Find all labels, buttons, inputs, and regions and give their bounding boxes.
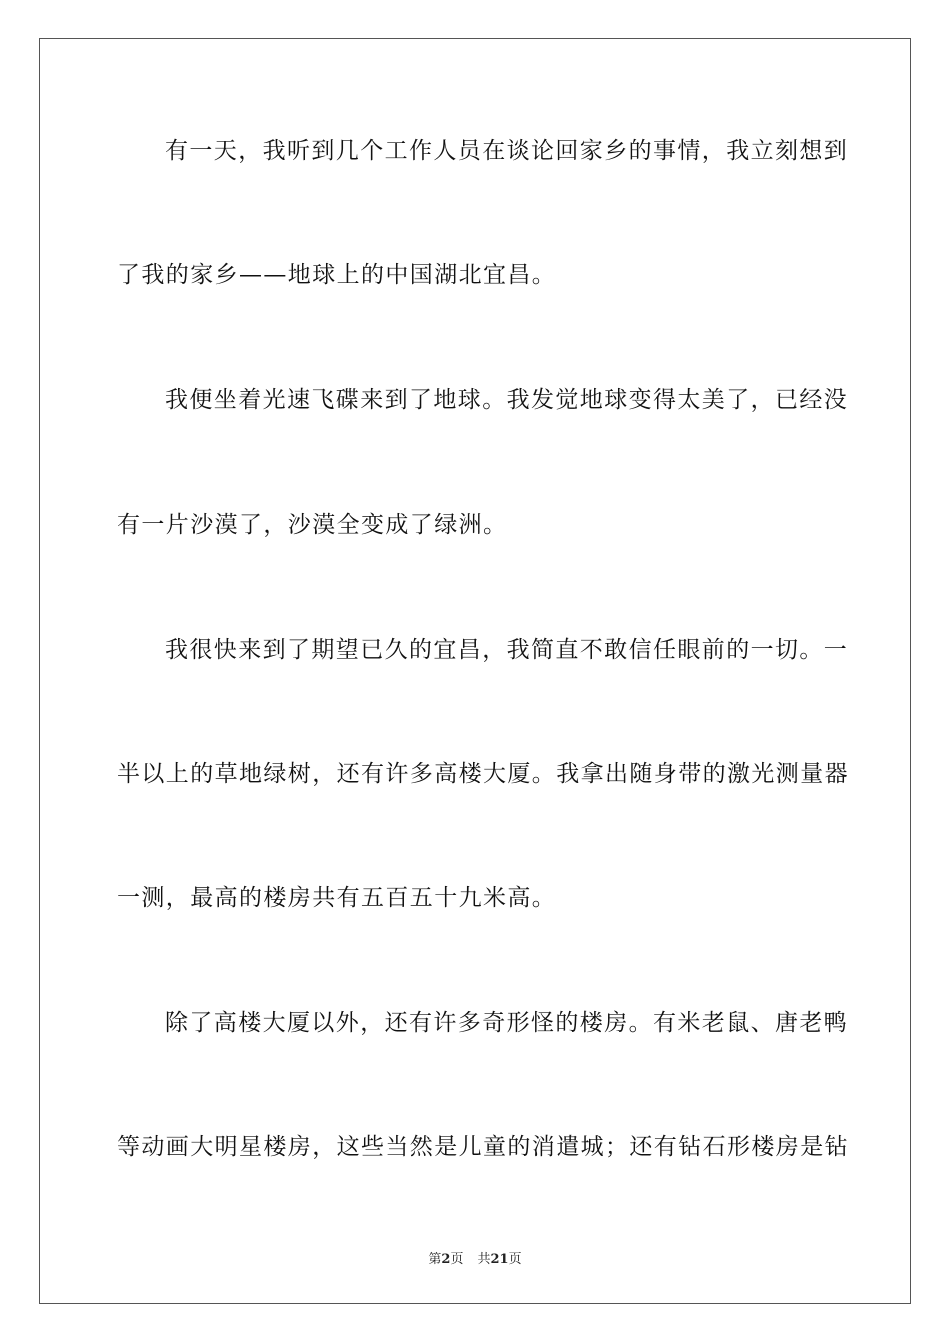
paragraph-3-line-2: 半以上的草地绿树，还有许多高楼大厦。我拿出随身带的激光测量器 [117, 761, 849, 787]
paragraph-4-line-1: 除了高楼大厦以外，还有许多奇形怪的楼房。有米老鼠、唐老鸭 [165, 1010, 849, 1036]
page-border [39, 38, 911, 1304]
paragraph-1-line-1: 有一天，我听到几个工作人员在谈论回家乡的事情，我立刻想到 [165, 138, 849, 164]
total-suffix: 页 [508, 1252, 522, 1267]
total-prefix: 共 [477, 1252, 491, 1267]
page-footer [0, 1248, 950, 1267]
total-pages: 21 [490, 1252, 509, 1267]
paragraph-3-line-3: 一测，最高的楼房共有五百五十九米高。 [117, 885, 557, 911]
paragraph-2-line-2: 有一片沙漠了，沙漠全变成了绿洲。 [117, 512, 508, 538]
paragraph-1-line-2: 了我的家乡——地球上的中国湖北宜昌。 [117, 262, 557, 288]
page-number: 2 [441, 1252, 451, 1267]
page-prefix: 第 [428, 1252, 442, 1267]
paragraph-2-line-1: 我便坐着光速飞碟来到了地球。我发觉地球变得太美了，已经没 [165, 387, 849, 413]
paragraph-4-line-2: 等动画大明星楼房，这些当然是儿童的消遣城；还有钻石形楼房是钻 [117, 1134, 849, 1160]
paragraph-3-line-1: 我很快来到了期望已久的宜昌，我简直不敢信任眼前的一切。一 [165, 637, 849, 663]
page-suffix: 页 [450, 1252, 464, 1267]
